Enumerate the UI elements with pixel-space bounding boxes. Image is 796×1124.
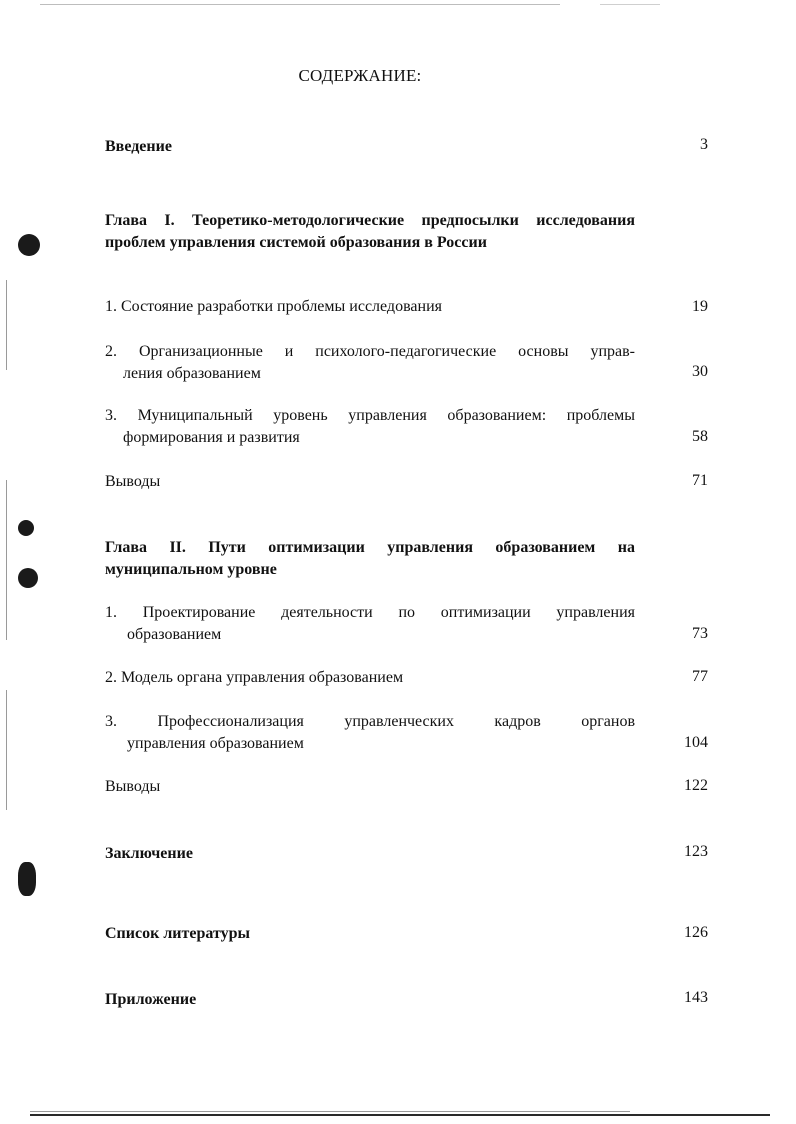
scan-edge-line (40, 4, 560, 5)
toc-page-number: 123 (684, 843, 708, 860)
toc-entry (105, 341, 635, 385)
toc-page-number: 30 (692, 363, 708, 380)
toc-entry-conclusion: Заключение (105, 845, 193, 862)
toc-entry-conclusions: Выводы (105, 778, 161, 795)
scan-edge-line (6, 280, 7, 370)
toc-page-number: 126 (684, 924, 708, 941)
toc-page-number: 143 (684, 989, 708, 1006)
toc-chapter-heading: Глава II. Пути оптимизации управления образованием на муниципальном уровне (105, 539, 635, 578)
toc-entry-text-cont: образованием (127, 626, 222, 643)
toc-entry-text-cont: ления образованием (123, 365, 261, 382)
page-title: СОДЕРЖАНИЕ: (298, 66, 422, 85)
toc-page-number: 122 (684, 777, 708, 794)
toc-entry-text-cont: формирования и развития (123, 429, 300, 446)
toc-entry-text: 1. Состояние разработки проблемы исследования (105, 298, 442, 315)
toc-chapter-heading: Глава I. Теоретико-методологические предпосылки исследования проблем управления системой образования в России (105, 212, 635, 251)
scan-edge-line (6, 690, 7, 810)
toc-entry-text-cont: управления образованием (127, 735, 304, 752)
toc-entry-conclusions: Выводы (105, 473, 161, 490)
toc-page-number: 104 (684, 734, 708, 751)
toc-entry (105, 296, 635, 318)
toc-entry-text: 3. Профессионализация управленческих кадров органов (105, 713, 635, 730)
toc-page-number: 71 (692, 472, 708, 489)
punch-hole-mark (18, 520, 34, 536)
toc-entry-text: 3. Муниципальный уровень управления образованием: проблемы (105, 407, 635, 424)
toc-entry-intro: Введение (105, 138, 172, 155)
toc-entry (105, 602, 635, 646)
scan-edge-line (600, 4, 660, 5)
toc-page-number: 73 (692, 625, 708, 642)
punch-hole-mark (18, 862, 36, 896)
scan-edge-line (30, 1111, 630, 1112)
toc-page-number: 77 (692, 668, 708, 685)
toc-entry-bibliography: Список литературы (105, 925, 250, 942)
scan-edge-line (6, 480, 7, 640)
toc-entry-appendix: Приложение (105, 991, 197, 1008)
toc-page-number: 3 (700, 136, 708, 153)
toc-page-number: 19 (692, 298, 708, 315)
toc-entry-text: 2. Модель органа управления образованием (105, 669, 404, 686)
punch-hole-mark (18, 234, 40, 256)
toc-entry-text: 1. Проектирование деятельности по оптимизации управления (105, 604, 635, 621)
toc-entry (105, 667, 635, 689)
toc-entry (105, 711, 635, 755)
scan-edge-line (30, 1114, 770, 1116)
toc-page-number: 58 (692, 428, 708, 445)
toc-entry-text: 2. Организационные и психолого-педагогические основы управ- (105, 343, 635, 360)
punch-hole-mark (18, 568, 38, 588)
toc-entry (105, 405, 635, 449)
